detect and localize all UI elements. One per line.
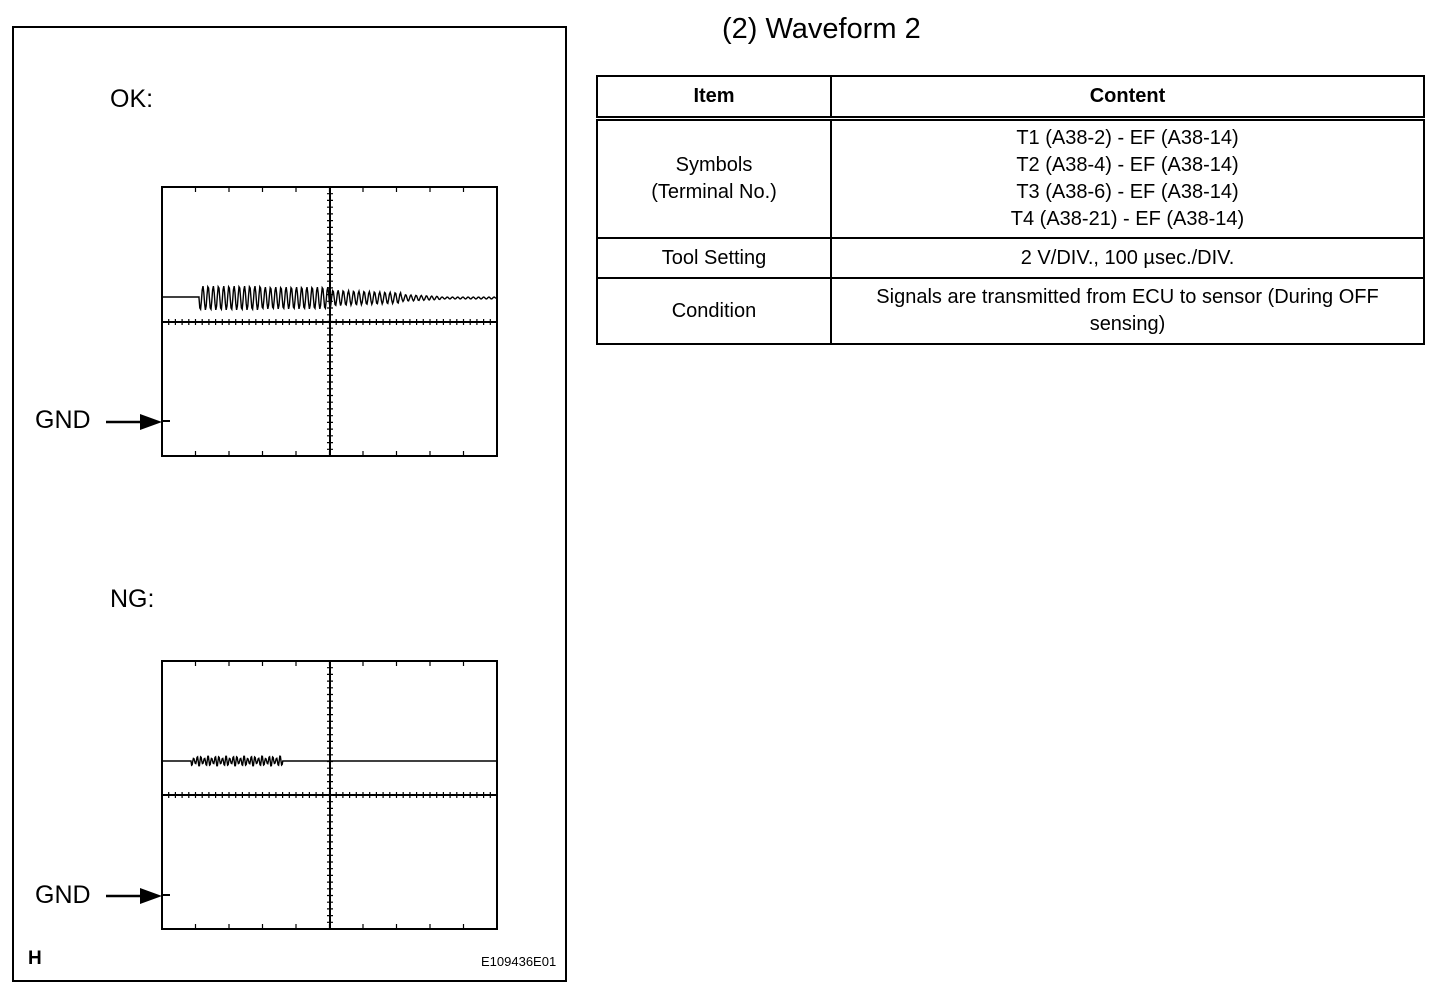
ng-oscilloscope-screen	[161, 660, 498, 930]
waveform-info-table	[596, 75, 1425, 345]
ng-label: NG:	[110, 585, 155, 613]
figure-code: E109436E01	[481, 954, 557, 969]
ok-oscilloscope-screen	[161, 186, 498, 457]
cell-item: Tool Setting	[597, 238, 831, 278]
cell-content: 2 V/DIV., 100 µsec./DIV.	[831, 238, 1424, 278]
table-row-symbols	[597, 119, 1424, 239]
ng-gnd-label: GND	[35, 881, 91, 909]
corner-mark: H	[28, 948, 42, 969]
header-item: Item	[597, 76, 831, 119]
cell-content: T1 (A38-2) - EF (A38-14) T2 (A38-4) - EF (A38-14) T3 (A38-6) - EF (A38-14) T4 (A38-21) - EF (A38-14)	[831, 119, 1424, 239]
scope-trace	[162, 286, 496, 310]
table-header-row	[597, 76, 1424, 119]
cell-item: Symbols (Terminal No.)	[597, 119, 831, 239]
table-row-condition	[597, 278, 1424, 344]
section-title: (2) Waveform 2	[722, 13, 921, 45]
cell-item: Condition	[597, 278, 831, 344]
ok-gnd-arrow-icon	[104, 410, 164, 434]
ok-gnd-label: GND	[35, 406, 91, 434]
table-row-tool-setting	[597, 238, 1424, 278]
header-content: Content	[831, 76, 1424, 119]
cell-content: Signals are transmitted from ECU to sensor (During OFF sensing)	[831, 278, 1424, 344]
ng-gnd-arrow-icon	[104, 884, 164, 908]
ok-label: OK:	[110, 85, 154, 113]
